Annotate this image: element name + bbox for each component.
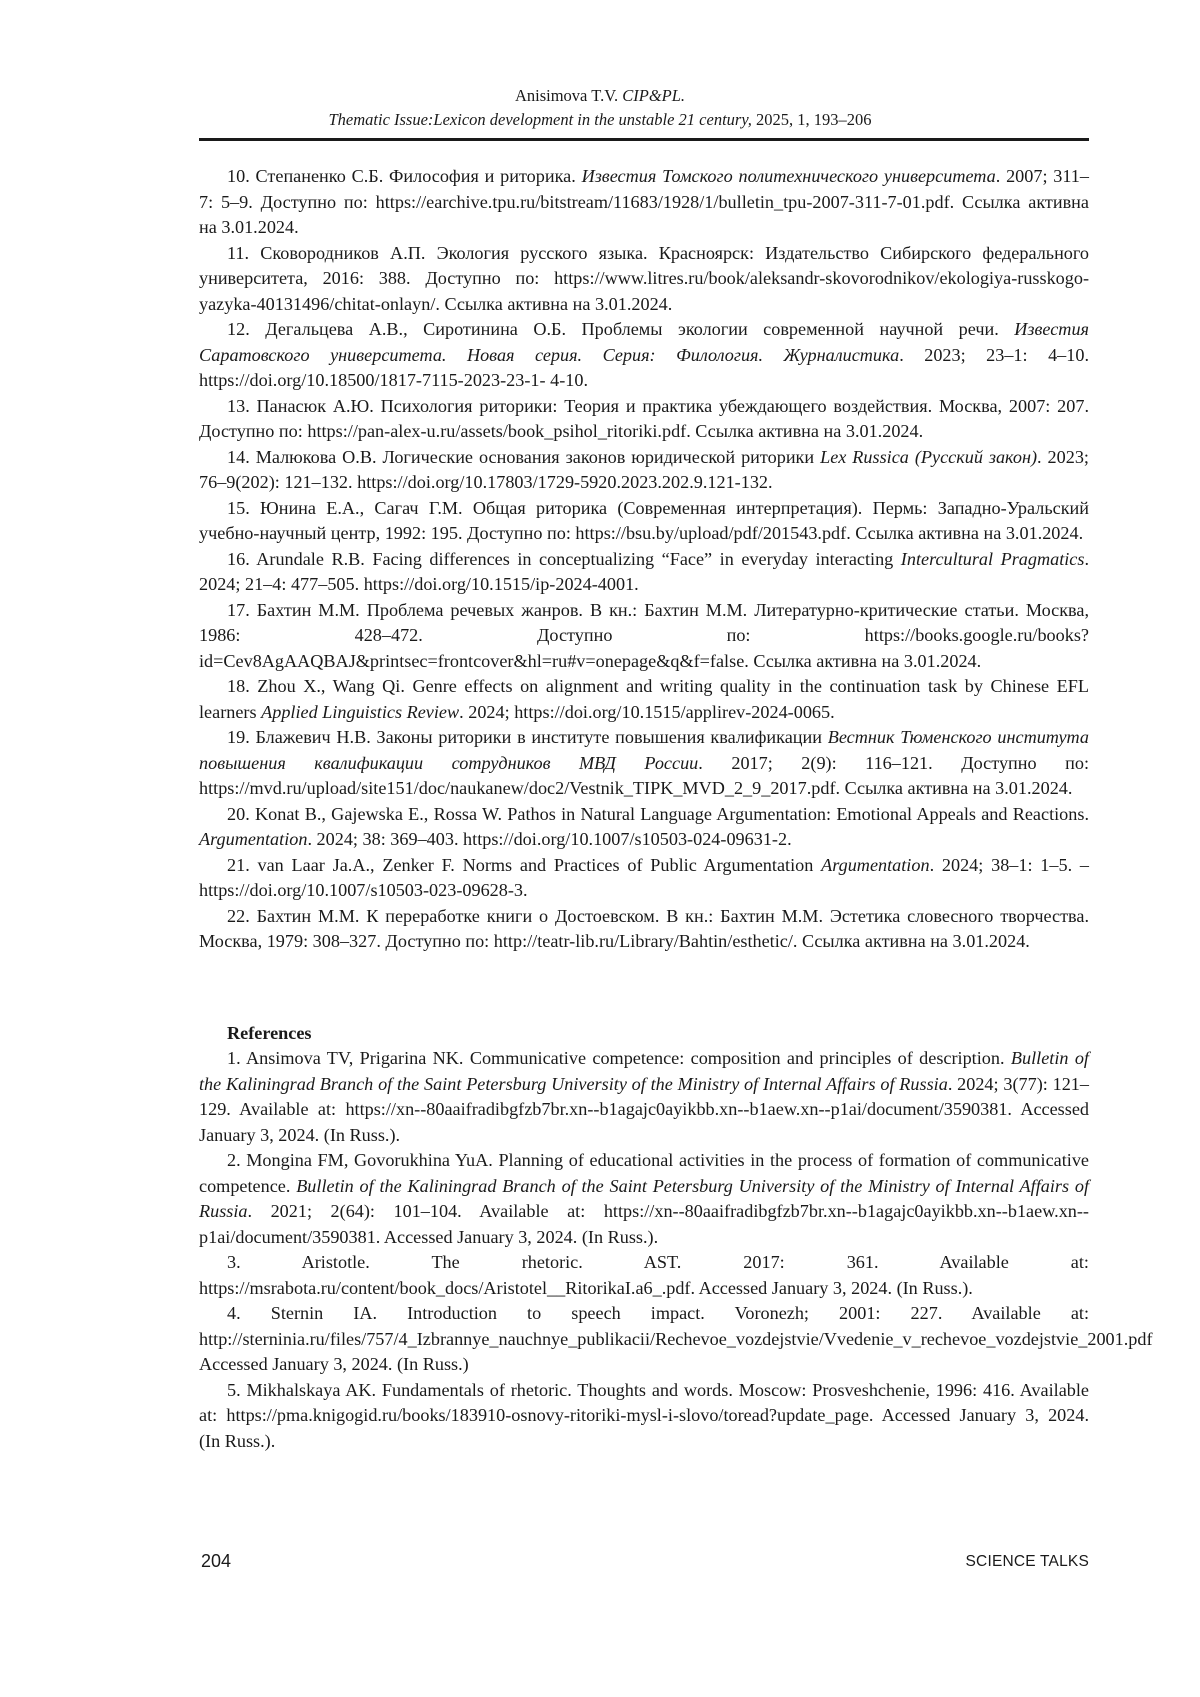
- header-line-1: [200, 84, 1000, 108]
- reference-text: 20. Konat B., Gajewska E., Rossa W. Pathos in Natural Language Argumentation: Emotional Appeals and Reactions.: [227, 803, 1089, 824]
- reference-source-title: Argumentation: [199, 829, 308, 849]
- references-russian-list: [199, 164, 1089, 955]
- reference-text: 15. Юнина Е.А., Сагач Г.М. Общая риторика (Современная интерпретация). Пермь: Западно-Уральский учебно-научный центр, 1992: 195. Доступно по: https://bsu.by/upload/pdf/201543.pdf. Ссылка активна на 3.01.2024.: [199, 497, 1089, 543]
- reference-text: 12. Дегальцева А.В., Сиротинина О.Б. Проблемы экологии современной научной речи.: [227, 319, 1015, 339]
- reference-entry: [199, 904, 1089, 955]
- references-body: [199, 164, 1153, 1454]
- reference-text: . 2017; 2(9): 116–121. Доступно по: https://mvd.ru/upload/site151/doc/naukanew/doc2/Vestnik_TIPK_MVD_2_9_2017.pdf. Ссылка активна на 3.01.2024.: [199, 752, 1090, 798]
- reference-text: 19. Блажевич Н.В. Законы риторики в институте повышения квалификации: [227, 727, 828, 747]
- header-author: Anisimova T.V.: [514, 86, 619, 105]
- reference-entry: [199, 1301, 1153, 1378]
- reference-source-title: Lex Russica (Русский закон): [820, 446, 1038, 467]
- reference-entry: [199, 853, 1089, 904]
- reference-text: 2. Mongina FM, Govorukhina YuA. Planning of educational activities in the process of formation of communicative competence.: [199, 1150, 1089, 1196]
- reference-source-title: Applied Linguistics Review: [261, 701, 460, 722]
- reference-text: 13. Панасюк А.Ю. Психология риторики: Теория и практика убеждающего воздействия. Москва, 2007: 207. Доступно по: https://pan-alex-u.ru/assets/book_psihol_ritoriki.pdf. Ссылка активна на 3.01.2024.: [199, 395, 1089, 441]
- reference-source-title: Bulletin of the Kaliningrad Branch of the Saint Petersburg University of the Ministry of Internal Affairs of Russia: [199, 1048, 1089, 1094]
- reference-entry: [199, 1148, 1089, 1250]
- reference-text: 1. Ansimova TV, Prigarina NK. Communicative competence: composition and principles of description.: [227, 1048, 1011, 1068]
- header-line-2: [200, 108, 1000, 132]
- header-rule: [199, 138, 1089, 141]
- reference-text: 22. Бахтин М.М. К переработке книги о Достоевском. В кн.: Бахтин М.М. Эстетика словесного творчества. Москва, 1979: 308–327. Доступно по: http://teatr-lib.ru/Library/Bahtin/esthetic/. Ссылка активна на 3.01.2024.: [199, 905, 1089, 951]
- reference-text: 16. Arundale R.B. Facing differences in conceptualizing “Face” in everyday interacting: [227, 548, 901, 569]
- reference-text: . 2023; 23–1: 4–10. https://doi.org/10.18500/1817-7115-2023-23-1- 4-10.: [199, 344, 1089, 390]
- reference-source-title: Bulletin of the Kaliningrad Branch of the Saint Petersburg University of the Ministry of Internal Affairs of Russia: [199, 1175, 1090, 1221]
- reference-text: 18. Zhou X., Wang Qi. Genre effects on alignment and writing quality in the continuation task by Chinese EFL learners: [199, 676, 1089, 722]
- reference-text: . 2007; 311–7: 5–9. Доступно по: https://earchive.tpu.ru/bitstream/11683/1928/1/bulletin_tpu-2007-311-7-01.pdf. Ссылка активна на 3.01.2024.: [199, 166, 1089, 237]
- reference-entry: [199, 164, 1089, 241]
- reference-text: 17. Бахтин М.М. Проблема речевых жанров. В кн.: Бахтин М.М. Литературно-критические статьи. Москва, 1986: 428–472. Доступно по: https://books.google.ru/books?id=Cev8AgAAQBAJ&printsec=frontcover&hl=ru#v=onepage&q&f=false. Ссылка активна на 3.01.2024.: [199, 599, 1089, 671]
- reference-entry: [199, 1046, 1089, 1148]
- reference-text: 10. Степаненко С.Б. Философия и риторика.: [227, 166, 582, 186]
- reference-entry: [199, 547, 1089, 598]
- reference-text: 14. Малюкова О.В. Логические основания законов юридической риторики: [227, 446, 821, 467]
- reference-text: 11. Сковородников А.П. Экология русского языка. Красноярск: Издательство Сибирского федерального университета, 2016: 388. Доступно по: https://www.litres.ru/book/aleksandr-skovorodnikov/ekologiya-russkogo-yazyka-40131496/chitat-onlayn/. Ссылка активна на 3.01.2024.: [199, 242, 1089, 314]
- reference-entry: [199, 1250, 1089, 1301]
- references-heading: References: [227, 1022, 312, 1043]
- reference-text: 5. Mikhalskaya AK. Fundamentals of rhetoric. Thoughts and words. Moscow: Prosveshchenie, 1996: 416. Available at: https://pma.knigogid.ru/books/183910-osnovy-ritoriki-mysl-i-slovo/toread?update_page. Accessed January 3, 2024. (In Russ.).: [199, 1379, 1089, 1451]
- reference-entry: [199, 1378, 1089, 1455]
- reference-source-title: Известия Томского политехнического университета: [581, 166, 996, 186]
- reference-text: . 2024; 38–1: 1–5. – https://doi.org/10.1007/s10503-023-09628-3.: [199, 854, 1090, 900]
- reference-text: 21. van Laar Ja.A., Zenker F. Norms and Practices of Public Argumentation: [227, 854, 822, 875]
- running-header: [200, 84, 1000, 132]
- reference-text: . 2024; 3(77): 121–129. Available at: https://xn--80aaifradibgfzb7br.xn--b1agajc0ayikbb.xn--b1aew.xn--p1ai/document/3590381. Accessed January 3, 2024. (In Russ.).: [199, 1073, 1089, 1145]
- reference-text: 3. Aristotle. The rhetoric. AST. 2017: 361. Available at: https://msrabota.ru/content/book_docs/Aristotel__RitorikaI.a6_.pdf. Accessed January 3, 2024. (In Russ.).: [199, 1252, 1089, 1298]
- reference-text: . 2024; https://doi.org/10.1515/applirev-2024-0065.: [459, 701, 835, 722]
- reference-entry: [199, 802, 1089, 853]
- reference-source-title: Intercultural Pragmatics: [900, 548, 1085, 569]
- reference-entry: [199, 496, 1089, 547]
- footer-journal-name: SCIENCE TALKS: [965, 1553, 1089, 1570]
- reference-text: . 2024; 21–4: 477–505. https://doi.org/10.1515/ip-2024-4001.: [199, 548, 1089, 594]
- reference-entry: [199, 394, 1089, 445]
- reference-text: . 2021; 2(64): 101–104. Available at: https://xn--80aaifradibgfzb7br.xn--b1agajc0ayikbb.xn--b1aew.xn--p1ai/document/3590381. Accessed January 3, 2024. (In Russ.).: [199, 1201, 1089, 1247]
- reference-entry: [199, 598, 1089, 675]
- page-number: 204: [201, 1551, 232, 1571]
- reference-entry: [199, 317, 1089, 394]
- header-journal: CIP&PL.: [622, 86, 686, 105]
- reference-entry: [199, 674, 1089, 725]
- reference-text: . 2024; 38: 369–403. https://doi.org/10.1007/s10503-024-09631-2.: [307, 829, 792, 849]
- reference-entry: [199, 445, 1089, 496]
- reference-source-title: Argumentation: [821, 854, 930, 875]
- reference-source-title: Известия Саратовского университета. Новая серия. Серия: Филология. Журналистика: [199, 319, 1089, 365]
- reference-entry: [199, 725, 1089, 802]
- reference-source-title: Вестник Тюменского института повышения квалификации сотрудников МВД России: [199, 727, 1089, 773]
- header-issue-title: Thematic Issue:Lexicon development in the unstable 21 century,: [328, 110, 752, 129]
- reference-text: 4. Sternin IA. Introduction to speech impact. Voronezh; 2001: 227. Available at: http://sterninia.ru/files/757/4_Izbrannye_nauchnye_publikacii/Rechevoe_vozdejstvie/Vvedenie_v_rechevoe_vozdejstvie_2001.pdf Accessed January 3, 2024. (In Russ.): [199, 1303, 1153, 1374]
- header-issue-details: 2025, 1, 193–206: [756, 110, 872, 129]
- reference-entry: [199, 241, 1089, 318]
- references-english-list: [199, 1046, 1153, 1454]
- reference-text: . 2023; 76–9(202): 121–132. https://doi.org/10.17803/1729-5920.2023.202.9.121-132.: [199, 446, 1089, 492]
